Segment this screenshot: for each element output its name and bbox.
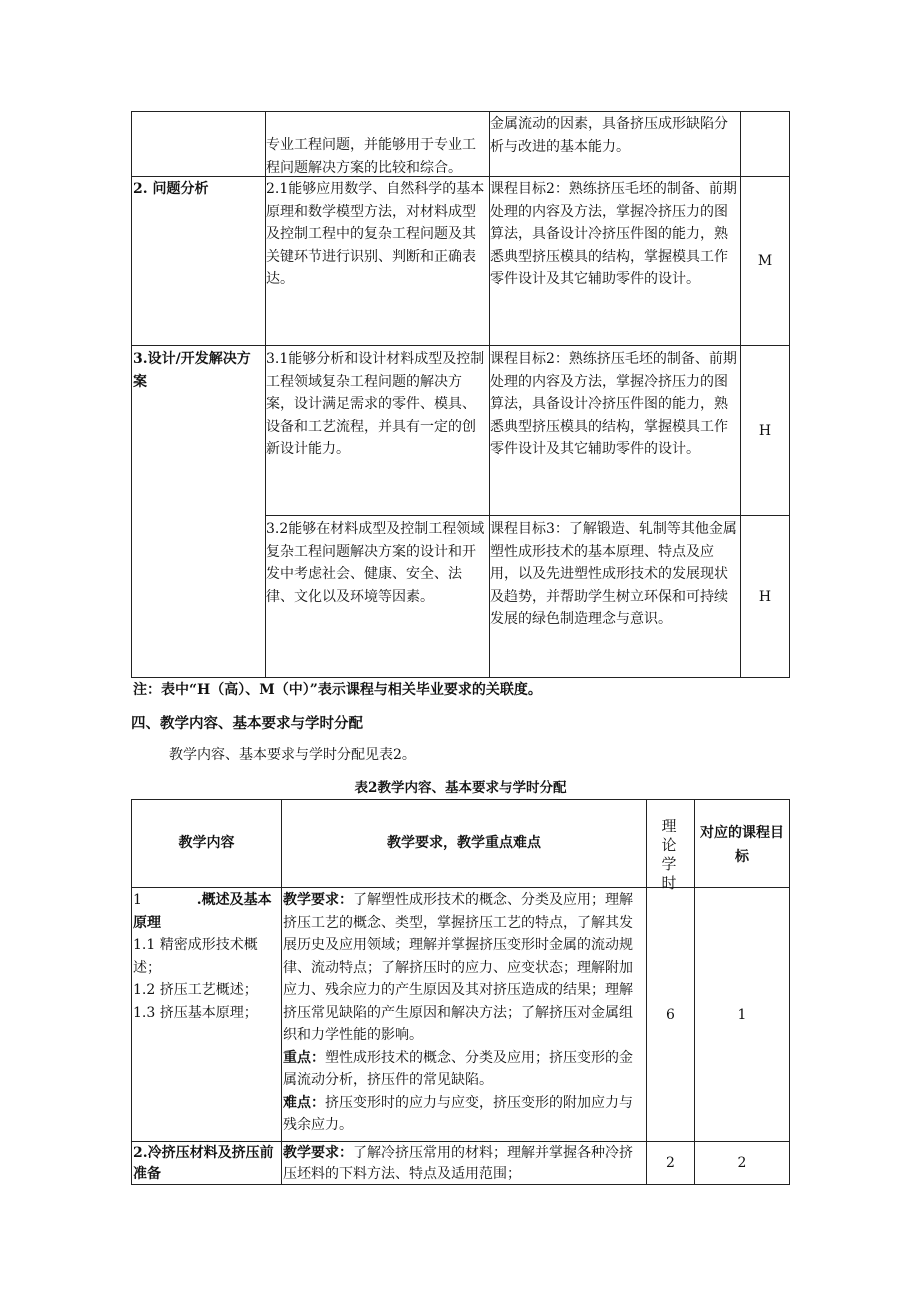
table-cell-level: H [758,423,772,439]
key-points-label: 重点： [283,1049,325,1066]
table-cell-objective: 2 [737,1155,747,1171]
section-intro: 教学内容、基本要求与学时分配见表2。 [169,747,416,763]
key-points-text: 塑性成形技术的概念、分类及应用；挤压变形的金属流动分析，挤压件的常见缺陷。 [283,1049,633,1088]
table-cell-content [133,889,279,1024]
table-note: 注：表中“H（高）、M（中）”表示课程与相关毕业要求的关联度。 [133,682,542,698]
table-cell-indicator: 3.2能够在材料成型及控制工程领域复杂工程问题解决方案的设计和开发中考虑社会、健康、安全、法律、文化以及环境等因素。 [266,521,485,605]
content-item: 1.2 挤压工艺概述； [133,982,258,998]
table-cell-indicator: 2.1能够应用数学、自然科学的基本原理和数学模型方法，对材料成型及控制工程中的复杂工程问题及其关键环节进行识别、判断和正确表达。 [266,181,485,287]
table-cell-objective: 课程目标2：熟练挤压毛坯的制备、前期处理的内容及方法，掌握冷挤压力的图算法，具备设计冷挤压件图的能力，熟悉典型挤压模具的结构，掌握模具工作零件设计及其它辅助零件的设计。 [490,351,737,457]
table-cell-objective: 1 [737,1007,747,1023]
difficulty-text: 挤压变形时的应力与应变，挤压变形的附加应力与残余应力。 [283,1094,633,1133]
requirement-text: 了解冷挤压常用的材料；理解并掌握各种冷挤压坯料的下料方法、特点及适用范围； [283,1145,633,1182]
table-cell-level: H [758,589,772,605]
table-cell-level: M [757,253,773,269]
table-cell-objective: 课程目标3：了解锻造、轧制等其他金属塑性成形技术的基本原理、特点及应用，以及先进塑性成形技术的发展现状及趋势，并帮助学生树立环保和可持续发展的绿色制造理念与意识。 [490,521,737,627]
table-cell-requirements [283,1143,644,1185]
content-title [133,889,279,934]
table-header-requirements: 教学要求，教学重点难点 [387,835,541,851]
table-cell-indicator: 3.1能够分析和设计材料成型及控制工程领域复杂工程问题的解决方案，设计满足需求的零件、模具、设备和工艺流程，并具有一定的创新设计能力。 [266,351,485,457]
table-cell-hours: 2 [666,1155,675,1171]
table-cell-requirements [283,889,644,1137]
table-cell-objective: 课程目标2：熟练挤压毛坯的制备、前期处理的内容及方法，掌握冷挤压力的图算法，具备设计冷挤压件图的能力，熟悉典型挤压模具的结构，掌握模具工作零件设计及其它辅助零件的设计。 [490,181,737,287]
table-cell-indicator: 专业工程问题，并能够用于专业工程问题解决方案的比较和综合。 [266,137,476,176]
table-header-content: 教学内容 [178,835,235,851]
requirement-label: 教学要求： [283,1145,353,1161]
requirement-label: 教学要求： [283,892,353,908]
content-item: 1.3 挤压基本原理； [133,1004,258,1021]
table-cell-requirement: 2. 问题分析 [133,181,209,197]
table-cell-hours: 6 [666,1007,675,1023]
table-header-hours: 理论学时 [661,817,677,892]
table-cell-objective: 金属流动的因素，具备挤压成形缺陷分析与改进的基本能力。 [490,116,728,155]
requirement-text: 了解塑性成形技术的概念、分类及应用；理解挤压工艺的概念、类型，掌握挤压工艺的特点，了解其发展历史及应用领域；理解并掌握挤压变形时金属的流动规律、流动特点；了解挤压时的应力、应变状态；理解附加应力、残余应力的产生原因及其对挤压造成的结果；理解挤压常见缺陷的产生原因和解决方法；了解挤压对金属组织和力学性能的影响。 [283,892,633,1043]
difficulty-label: 难点： [283,1094,325,1111]
content-title-text: .概述及基本原理 [133,892,272,931]
table2-caption: 表2教学内容、基本要求与学时分配 [354,780,567,796]
table-cell-requirement: 3.设计/开发解决方案 [133,351,251,390]
table-header-objective: 对应的课程目标 [700,825,784,865]
content-item: 1.1 精密成形技术概述； [133,937,258,976]
content-title-number: 1 [133,892,142,908]
table-cell-content: 2.冷挤压材料及挤压前准备 [133,1145,274,1182]
section-heading: 四、教学内容、基本要求与学时分配 [131,715,363,732]
